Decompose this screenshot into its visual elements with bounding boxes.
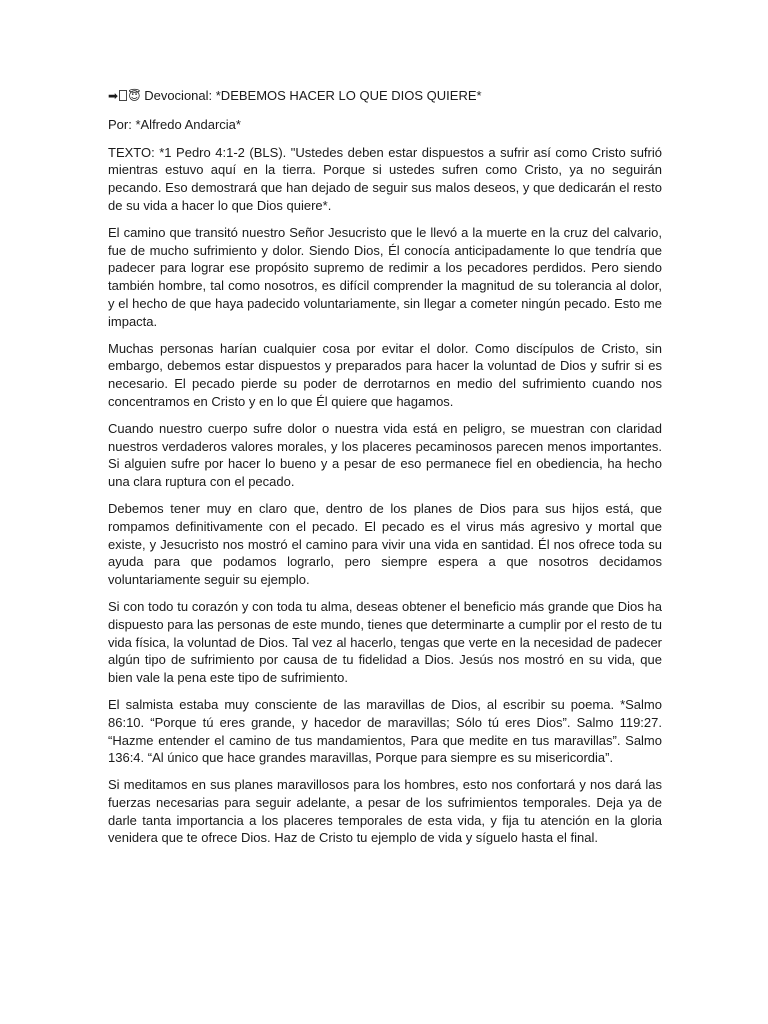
paragraph-body: El camino que transitó nuestro Señor Jesucristo que le llevó a la muerte en la cruz del calvario, fue de mucho sufrimiento y dolor. Siendo Dios, Él conocía anticipadamente lo que tendría que padecer para lograr ese propósito supremo de redimir a los pecadores perdidos. Pero siendo también hombre, tal como nosotros, es difícil comprender la magnitud de su tolerancia al dolor, y el hecho de que haya padecido voluntariamente, sin llegar a cometer ningún pecado. Esto me impacta. xyxy=(108,224,662,329)
document-page xyxy=(108,87,662,856)
author-line: Por: *Alfredo Andarcia* xyxy=(108,116,241,132)
devotional-title xyxy=(108,87,662,106)
paragraph-psalms: El salmista estaba muy consciente de las maravillas de Dios, al escribir su poema. *Salmo 86:10. “Porque tú eres grande, y hacedor de maravillas; Sólo tú eres Dios”. Salmo 119:27. “Hazme entender el camino de tus mandamientos, Para que medite en tus maravillas”. Salmo 136:4. “Al único que hace grandes maravillas, Porque para siempre es su misericordia”. xyxy=(108,696,662,766)
missing-glyph-icon xyxy=(119,90,127,101)
paragraph-body: Cuando nuestro cuerpo sufre dolor o nuestra vida está en peligro, se muestran con claridad nuestros verdaderos valores morales, y los placeres pecaminosos parecen menos importantes. Si alguien sufre por hacer lo bueno y a pesar de eso permanece fiel en obediencia, ha hecho una clara ruptura con el pecado. xyxy=(108,420,662,490)
paragraph-closing: Si meditamos en sus planes maravillosos para los hombres, esto nos confortará y nos dará las fuerzas necesarias para seguir adelante, a pesar de los sufrimientos temporales. Deja ya de darle tanta importancia a los placeres temporales de esta vida, y fija tu atención en la gloria venidera que te ofrece Dios. Haz de Cristo tu ejemplo de vida y síguelo hasta el final. xyxy=(108,777,662,846)
smiling-face-with-halo-icon: 😇 xyxy=(128,89,141,103)
paragraph-scripture-text: TEXTO: *1 Pedro 4:1-2 (BLS). "Ustedes deben estar dispuestos a sufrir así como Cristo sufrió mientras estuvo aquí en la tierra. Porque si ustedes sufren como Cristo, ya no seguirán pecando. Eso demostrará que han dejado de seguir sus malos deseos, y que dedicarán el resto de su vida a hacer lo que Dios quiere*. xyxy=(108,144,662,213)
arrow-right-icon: ➡ xyxy=(108,89,119,103)
paragraph-body: Muchas personas harían cualquier cosa por evitar el dolor. Como discípulos de Cristo, sin embargo, debemos estar dispuestos y preparados para hacer la voluntad de Dios y sufrir si es necesario. El pecado pierde su poder de derrotarnos en medio del sufrimiento cuando nos concentramos en Cristo y en lo que Él quiere que hagamos. xyxy=(108,340,662,409)
paragraph-body: Debemos tener muy en claro que, dentro de los planes de Dios para sus hijos está, que rompamos definitivamente con el pecado. El pecado es el virus más agresivo y mortal que existe, y Jesucristo nos mostró el camino para vivir una vida en santidad. Él nos ofrece toda su ayuda para que podamos lograrlo, pero siempre espera a que nosotros decidamos voluntariamente seguir su ejemplo. xyxy=(108,500,662,588)
title-text: Devocional: *DEBEMOS HACER LO QUE DIOS QUIERE* xyxy=(144,88,482,103)
paragraph-body: Si con todo tu corazón y con toda tu alma, deseas obtener el beneficio más grande que Dios ha dispuesto para las personas de este mundo, tienes que determinarte a cumplir por el resto de tu vida física, la voluntad de Dios. Tal vez al hacerlo, tengas que verte en la necesidad de padecer algún tipo de sufrimiento por causa de tu fidelidad a Dios. Jesús nos mostró en su vida, que bien vale la pena este tipo de sufrimiento. xyxy=(108,598,662,686)
